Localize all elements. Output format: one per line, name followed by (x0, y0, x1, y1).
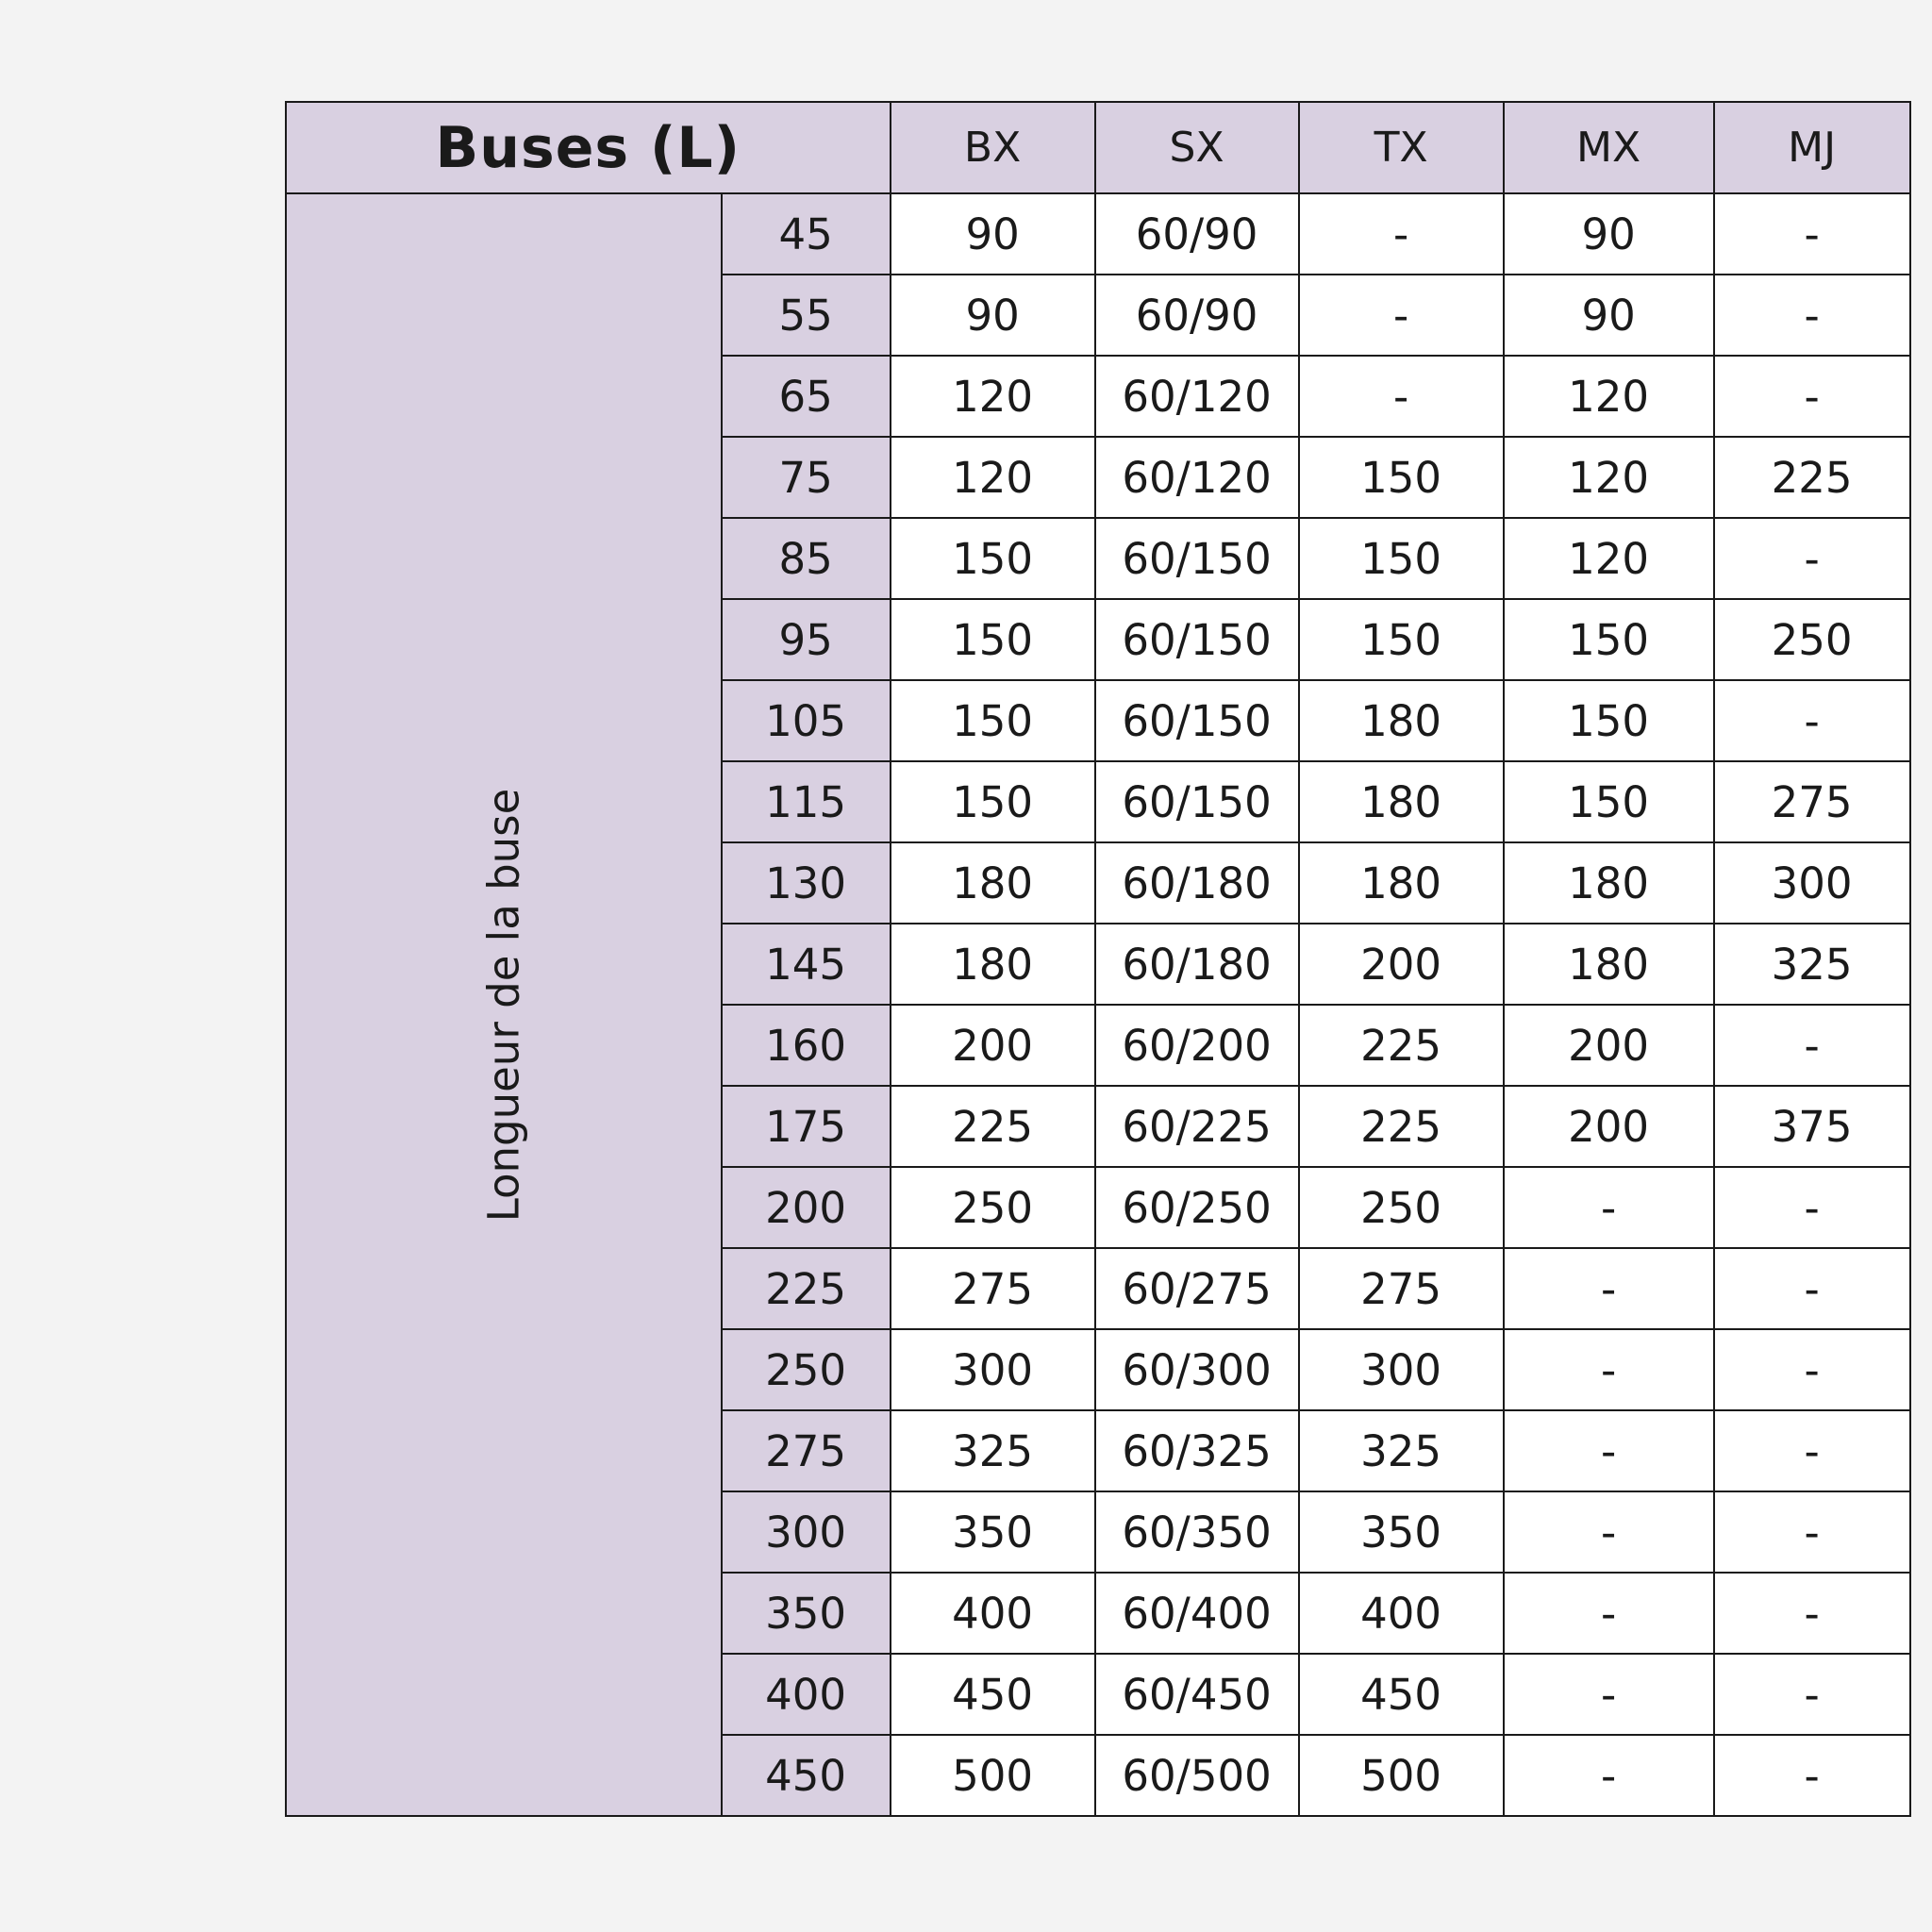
cell-bx: 400 (891, 1573, 1095, 1654)
cell-bx: 200 (891, 1005, 1095, 1086)
length-cell: 75 (722, 437, 891, 518)
length-cell: 275 (722, 1410, 891, 1491)
cell-mj: - (1714, 193, 1910, 275)
cell-tx: 200 (1299, 924, 1504, 1005)
length-cell: 350 (722, 1573, 891, 1654)
cell-mj: - (1714, 518, 1910, 599)
cell-sx: 60/150 (1095, 518, 1299, 599)
cell-bx: 350 (891, 1491, 1095, 1573)
table-body (286, 193, 1910, 1816)
cell-sx: 60/500 (1095, 1735, 1299, 1816)
cell-mx: 150 (1504, 761, 1714, 842)
cell-sx: 60/150 (1095, 680, 1299, 761)
cell-mj: 250 (1714, 599, 1910, 680)
cell-bx: 180 (891, 924, 1095, 1005)
column-header-bx: BX (891, 102, 1095, 193)
cell-sx: 60/180 (1095, 842, 1299, 924)
cell-mj: - (1714, 1573, 1910, 1654)
cell-tx: - (1299, 193, 1504, 275)
length-cell: 65 (722, 356, 891, 437)
cell-bx: 500 (891, 1735, 1095, 1816)
cell-mx: 90 (1504, 275, 1714, 356)
cell-tx: 400 (1299, 1573, 1504, 1654)
length-cell: 160 (722, 1005, 891, 1086)
cell-tx: 180 (1299, 680, 1504, 761)
cell-sx: 60/300 (1095, 1329, 1299, 1410)
cell-sx: 60/150 (1095, 599, 1299, 680)
cell-tx: 225 (1299, 1005, 1504, 1086)
cell-tx: 500 (1299, 1735, 1504, 1816)
cell-bx: 150 (891, 599, 1095, 680)
cell-sx: 60/180 (1095, 924, 1299, 1005)
cell-mx: - (1504, 1735, 1714, 1816)
cell-mj: 275 (1714, 761, 1910, 842)
length-cell: 95 (722, 599, 891, 680)
cell-mx: - (1504, 1491, 1714, 1573)
cell-sx: 60/225 (1095, 1086, 1299, 1167)
cell-bx: 150 (891, 680, 1095, 761)
cell-tx: 450 (1299, 1654, 1504, 1735)
cell-mj: 225 (1714, 437, 1910, 518)
cell-sx: 60/120 (1095, 356, 1299, 437)
cell-tx: 150 (1299, 437, 1504, 518)
cell-mx: - (1504, 1167, 1714, 1248)
cell-tx: - (1299, 356, 1504, 437)
cell-sx: 60/450 (1095, 1654, 1299, 1735)
cell-tx: 150 (1299, 599, 1504, 680)
cell-bx: 90 (891, 275, 1095, 356)
cell-sx: 60/120 (1095, 437, 1299, 518)
column-header-mj: MJ (1714, 102, 1910, 193)
cell-sx: 60/90 (1095, 275, 1299, 356)
cell-sx: 60/200 (1095, 1005, 1299, 1086)
cell-mx: - (1504, 1654, 1714, 1735)
cell-mx: - (1504, 1573, 1714, 1654)
cell-bx: 325 (891, 1410, 1095, 1491)
cell-mj: - (1714, 1248, 1910, 1329)
length-cell: 85 (722, 518, 891, 599)
cell-mj: - (1714, 680, 1910, 761)
length-cell: 250 (722, 1329, 891, 1410)
column-header-mx: MX (1504, 102, 1714, 193)
cell-mx: 150 (1504, 680, 1714, 761)
cell-mx: 120 (1504, 518, 1714, 599)
cell-tx: 275 (1299, 1248, 1504, 1329)
cell-bx: 180 (891, 842, 1095, 924)
cell-tx: 325 (1299, 1410, 1504, 1491)
cell-mx: 120 (1504, 437, 1714, 518)
cell-mj: - (1714, 1005, 1910, 1086)
cell-mj: - (1714, 1491, 1910, 1573)
cell-mx: - (1504, 1410, 1714, 1491)
cell-tx: - (1299, 275, 1504, 356)
length-cell: 300 (722, 1491, 891, 1573)
cell-mx: 150 (1504, 599, 1714, 680)
cell-tx: 180 (1299, 842, 1504, 924)
cell-sx: 60/400 (1095, 1573, 1299, 1654)
length-cell: 145 (722, 924, 891, 1005)
cell-tx: 300 (1299, 1329, 1504, 1410)
side-label: Longueur de la buse (478, 788, 529, 1222)
cell-bx: 250 (891, 1167, 1095, 1248)
length-cell: 55 (722, 275, 891, 356)
cell-tx: 250 (1299, 1167, 1504, 1248)
cell-sx: 60/90 (1095, 193, 1299, 275)
length-cell: 450 (722, 1735, 891, 1816)
length-cell: 115 (722, 761, 891, 842)
cell-mj: - (1714, 275, 1910, 356)
cell-sx: 60/325 (1095, 1410, 1299, 1491)
cell-bx: 120 (891, 437, 1095, 518)
buses-table (285, 101, 1911, 1817)
cell-mj: - (1714, 356, 1910, 437)
cell-mx: 200 (1504, 1086, 1714, 1167)
cell-mj: - (1714, 1735, 1910, 1816)
cell-tx: 150 (1299, 518, 1504, 599)
table-row (286, 193, 1910, 275)
cell-mx: 120 (1504, 356, 1714, 437)
cell-bx: 275 (891, 1248, 1095, 1329)
side-label-cell (286, 193, 722, 1816)
cell-mj: 375 (1714, 1086, 1910, 1167)
cell-mj: - (1714, 1167, 1910, 1248)
column-header-tx: TX (1299, 102, 1504, 193)
cell-mx: - (1504, 1248, 1714, 1329)
cell-mj: - (1714, 1329, 1910, 1410)
cell-sx: 60/150 (1095, 761, 1299, 842)
column-header-sx: SX (1095, 102, 1299, 193)
cell-mj: - (1714, 1410, 1910, 1491)
cell-bx: 450 (891, 1654, 1095, 1735)
cell-tx: 350 (1299, 1491, 1504, 1573)
length-cell: 200 (722, 1167, 891, 1248)
cell-mx: 200 (1504, 1005, 1714, 1086)
cell-bx: 150 (891, 518, 1095, 599)
cell-sx: 60/250 (1095, 1167, 1299, 1248)
cell-mx: 90 (1504, 193, 1714, 275)
cell-bx: 225 (891, 1086, 1095, 1167)
cell-bx: 120 (891, 356, 1095, 437)
cell-mx: - (1504, 1329, 1714, 1410)
cell-sx: 60/350 (1095, 1491, 1299, 1573)
cell-mj: - (1714, 1654, 1910, 1735)
header-row (286, 102, 1910, 193)
cell-mx: 180 (1504, 842, 1714, 924)
cell-tx: 180 (1299, 761, 1504, 842)
length-cell: 130 (722, 842, 891, 924)
length-cell: 45 (722, 193, 891, 275)
cell-mj: 325 (1714, 924, 1910, 1005)
cell-bx: 90 (891, 193, 1095, 275)
length-cell: 400 (722, 1654, 891, 1735)
cell-tx: 225 (1299, 1086, 1504, 1167)
cell-mj: 300 (1714, 842, 1910, 924)
table-title: Buses (L) (286, 102, 891, 193)
length-cell: 175 (722, 1086, 891, 1167)
cell-sx: 60/275 (1095, 1248, 1299, 1329)
cell-bx: 150 (891, 761, 1095, 842)
length-cell: 225 (722, 1248, 891, 1329)
length-cell: 105 (722, 680, 891, 761)
cell-bx: 300 (891, 1329, 1095, 1410)
cell-mx: 180 (1504, 924, 1714, 1005)
